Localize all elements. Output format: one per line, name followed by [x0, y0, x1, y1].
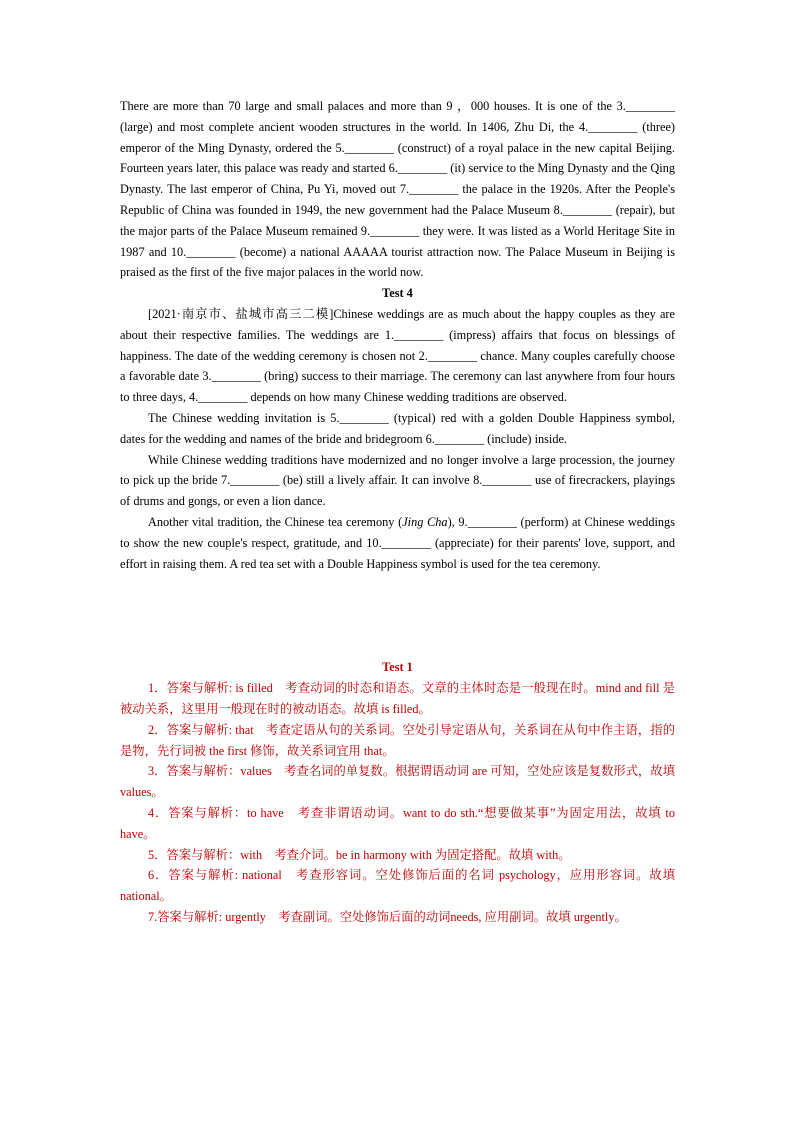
test4-paragraph-4-b: ), 9.________ (perform) at Chinese weddings to show the new couple's respect, gratitude, and 10.________ (appreciate) for their parents' love, support, and effort in raising them. A red tea set with a Double Happiness symbol is used for the tea ceremony.	[120, 514, 675, 571]
answer-item-2: 2．答案与解析: that 考查定语从句的关系词。空处引导定语从句，关系词在从句中作主语，指的是物，先行词被 the first 修饰，故关系词宜用 that。	[120, 722, 675, 758]
section-spacer	[120, 574, 675, 657]
test4-paragraph-4-italic: Jing Cha	[402, 514, 448, 529]
test4-title: Test 4	[382, 286, 413, 301]
answer-item-4: 4．答案与解析：to have 考查非谓语动词。want to do sth.“想要做某事”为固定用法，故填 to have。	[120, 805, 675, 841]
test4-paragraph-1-text: Chinese weddings are as much about the happy couples as they are about their respective families. The weddings are 1.________ (impress) affairs that focus on blessings of happiness. The date of the wedding ceremony is chosen not 2.________ chance. Many couples carefully choose a favorable date 3.________ (bring) success to their marriage. The ceremony can last anywhere from four hours to three days, 4.________ depends on how many Chinese wedding traditions are observed.	[120, 306, 675, 405]
answer-item-5: 5．答案与解析：with 考查介词。be in harmony with 为固定搭配。故填 with。	[148, 847, 571, 862]
test4-paragraph-3: While Chinese wedding traditions have modernized and no longer involve a large procession, the journey to pick up the bride 7.________ (be) still a lively affair. It can involve 8.________ use of firecrackers, playings of drums and gongs, or even a lion dance.	[120, 452, 675, 509]
test4-paragraph-4-a: Another vital tradition, the Chinese tea ceremony (	[148, 514, 403, 529]
test4-paragraph-4	[120, 512, 675, 574]
answer-item-6: 6．答案与解析: national 考查形容词。空处修饰后面的名词 psychology，应用形容词。故填 national。	[120, 868, 675, 904]
answer-item-7: 7.答案与解析: urgently 考查副词。空处修饰后面的动词needs, 应用副词。故填 urgently。	[148, 909, 627, 924]
test4-paragraph-2: The Chinese wedding invitation is 5.________ (typical) red with a golden Double Happiness symbol, dates for the wedding and names of the bride and bridegroom 6.________ (include) inside.	[120, 410, 675, 446]
answers-title: Test 1	[382, 660, 413, 675]
test3-passage-tail: There are more than 70 large and small palaces and more than 9 ，000 houses. It is one of the 3.________ (large) and most complete ancient wooden structures in the world. In 1406, Zhu Di, the 4.________ (three) emperor of the Ming Dynasty, ordered the 5.________ (construct) of a royal palace in the new capital Beijing. Fourteen years later, this palace was ready and started 6.________ (it) service to the Ming Dynasty and the Qing Dynasty. The last emperor of China, Pu Yi, moved out 7.________ the palace in the 1920s. After the People's Republic of China was founded in 1949, the new government had the Palace Museum 8.________ (repair), but the major parts of the Palace Museum remained 9.________ they were. It was listed as a World Heritage Site in 1987 and 10.________ (become) a national AAAAA tourist attraction now. The Palace Museum in Beijing is praised as the first of the five major palaces in the world now.	[120, 99, 675, 280]
document-page	[120, 96, 675, 928]
answer-item-1: 1．答案与解析: is filled 考查动词的时态和语态。文章的主体时态是一般现在时。mind and fill 是被动关系，这里用一般现在时的被动语态。故填 is filled。	[120, 681, 675, 716]
test4-source: [2021·南京市、盐城市高三二模]	[148, 306, 334, 321]
test4-paragraph-1	[120, 304, 675, 408]
answer-item-3: 3．答案与解析：values 考查名词的单复数。根据谓语动词 are 可知，空处应该是复数形式，故填 values。	[120, 764, 675, 800]
